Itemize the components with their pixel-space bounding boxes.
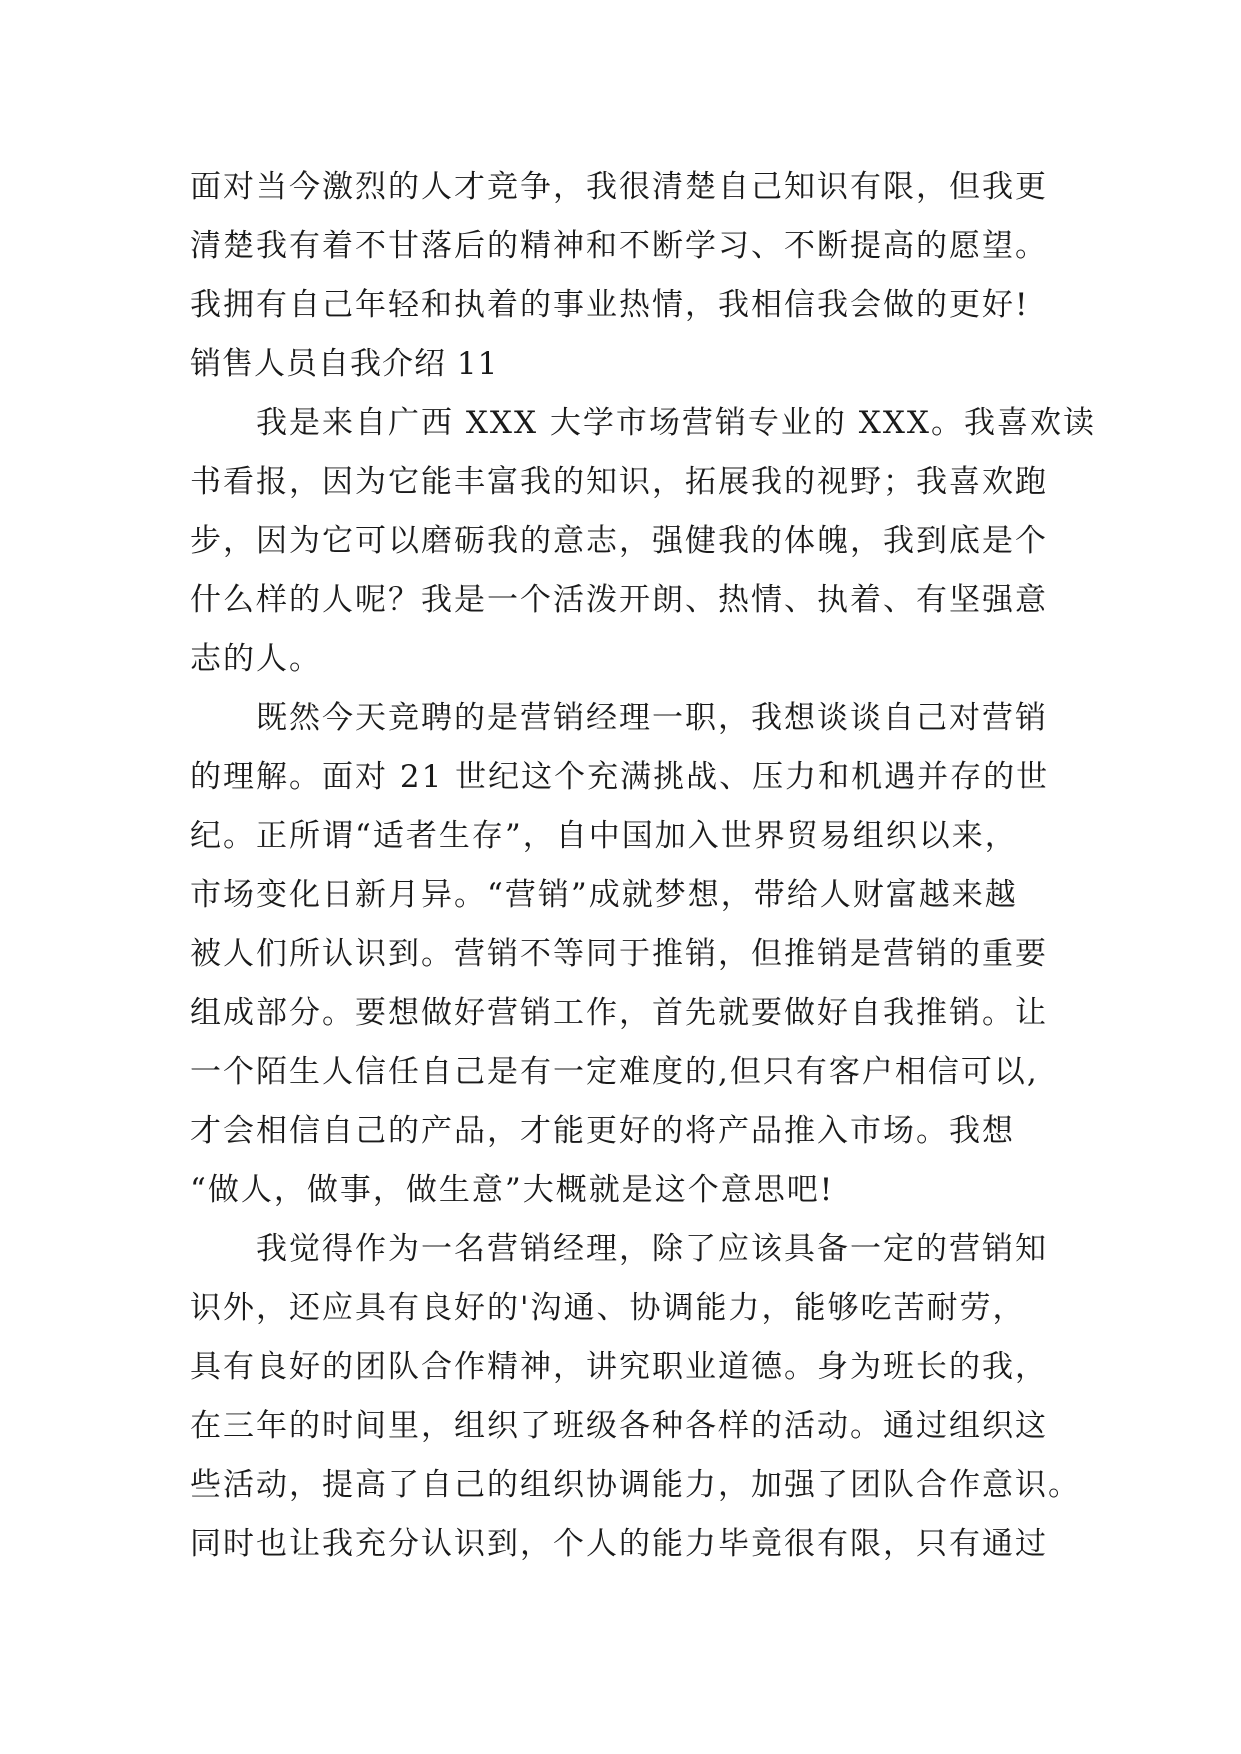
text-line: 书看报，因为它能丰富我的知识，拓展我的视野；我喜欢跑 [190,464,1048,500]
text-line: 面对当今激烈的人才竞争，我很清楚自己知识有限，但我更 [190,169,1048,205]
text-line: 我觉得作为一名营销经理，除了应该具备一定的营销知 [256,1231,1048,1267]
text-line: 清楚我有着不甘落后的精神和不断学习、不断提高的愿望。 [190,228,1048,264]
text-line: 我拥有自己年轻和执着的事业热情，我相信我会做的更好! [190,287,1030,323]
text-line: 识外，还应具有良好的'沟通、协调能力，能够吃苦耐劳， [190,1290,1026,1326]
text-line: 什么样的人呢？我是一个活泼开朗、热情、执着、有坚强意 [190,582,1048,618]
text-line: 志的人。 [190,641,322,677]
text-line: 市场变化日新月异。“营销”成就梦想，带给人财富越来越 [190,877,1018,913]
text-line: 被人们所认识到。营销不等同于推销，但推销是营销的重要 [190,936,1048,972]
body-text [190,158,1096,1574]
text-line: 步，因为它可以磨砺我的意志，强健我的体魄，我到底是个 [190,523,1048,559]
text-line: 纪。正所谓“适者生存”，自中国加入世界贸易组织以来， [190,818,1018,854]
text-line: 才会相信自己的产品，才能更好的将产品推入市场。我想 [190,1113,1015,1149]
text-line: 些活动，提高了自己的组织协调能力，加强了团队合作意识。 [190,1467,1081,1503]
section-heading: 销售人员自我介绍 11 [190,346,499,382]
text-line: 具有良好的团队合作精神，讲究职业道德。身为班长的我， [190,1349,1048,1385]
text-line: 在三年的时间里，组织了班级各种各样的活动。通过组织这 [190,1408,1048,1444]
text-line: 同时也让我充分认识到，个人的能力毕竟很有限，只有通过 [190,1526,1048,1562]
text-line: 的理解。面对 21 世纪这个充满挑战、压力和机遇并存的世 [190,759,1050,795]
text-line: “做人，做事，做生意”大概就是这个意思吧! [190,1172,835,1208]
text-line: 我是来自广西 XXX 大学市场营销专业的 XXX。我喜欢读 [256,405,1096,441]
text-line: 既然今天竞聘的是营销经理一职，我想谈谈自己对营销 [256,700,1048,736]
text-line: 一个陌生人信任自己是有一定难度的,但只有客户相信可以, [190,1054,1039,1090]
text-line: 组成部分。要想做好营销工作，首先就要做好自我推销。让 [190,995,1048,1031]
